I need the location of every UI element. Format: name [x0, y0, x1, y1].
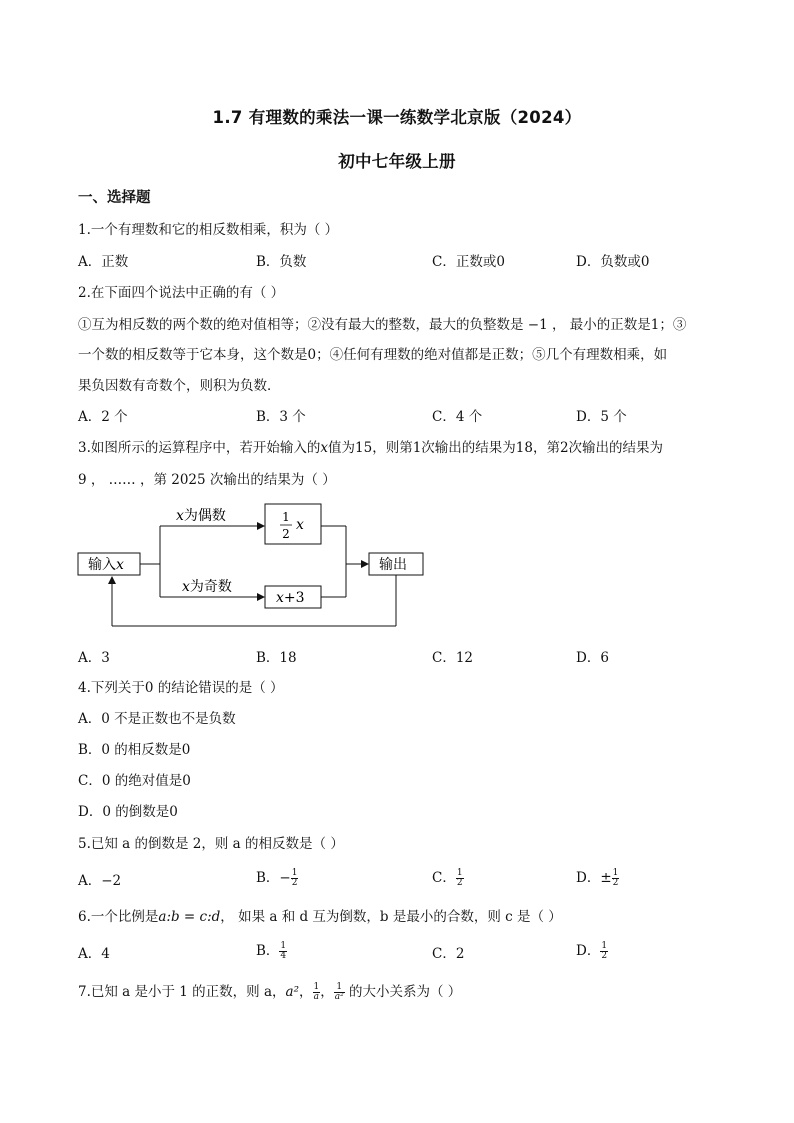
question-5-stem: 5.已知 a 的倒数是 2，则 a 的相反数是（ ） [78, 836, 344, 852]
flowchart-diagram [0, 498, 794, 638]
document-subtitle: 初中七年级上册 [338, 152, 456, 171]
question-1-option-d: D．负数或0 [576, 254, 650, 270]
section-heading: 一、选择题 [78, 190, 151, 206]
question-2-option-b: B．3 个 [256, 409, 306, 425]
fraction-denominator: 2 [282, 527, 290, 541]
input-label: 输入x [88, 557, 124, 573]
question-5-option-d: D．± $\frac{1}{2}$ [576, 868, 619, 888]
question-1-option-c: C．正数或0 [432, 254, 505, 270]
question-2-statement-line-3: 果负因数有奇数个，则积为负数． [78, 378, 281, 394]
question-2-stem: 2.在下面四个说法中正确的有（ ） [78, 285, 285, 301]
question-6-option-a: A．4 [78, 946, 110, 962]
half-operation-box [265, 504, 321, 544]
output-label: 输出 [379, 557, 407, 573]
question-6-option-c: C．2 [432, 946, 465, 962]
plus3-label: x+3 [276, 590, 305, 606]
fraction: $\frac{1}{2}$ [601, 941, 608, 961]
question-1-stem: 1.一个有理数和它的相反数相乘，积为（ ） [78, 222, 339, 238]
question-4-option-d: D．0 的倒数是0 [78, 804, 178, 820]
question-3-option-a: A．3 [78, 650, 110, 666]
fraction: $\frac{1}{4}$ [280, 941, 287, 961]
question-3-stem-line-2: 9 ， …… ，第 2025 次输出的结果为（ ） [78, 472, 336, 488]
question-2-option-a: A．2 个 [78, 409, 128, 425]
question-6-option-b: B． $\frac{1}{4}$ [256, 941, 287, 961]
fraction: $\frac{1}{2}$ [291, 868, 298, 888]
question-5-option-c: C． $\frac{1}{2}$ [432, 868, 463, 888]
question-3-option-d: D．6 [576, 650, 609, 666]
question-4-option-a: A．0 不是正数也不是负数 [78, 711, 236, 727]
question-3-option-c: C．12 [432, 650, 474, 666]
variable-x: x [320, 440, 329, 456]
half-variable: x [296, 517, 304, 533]
document-title: 1.7 有理数的乘法一课一练数学北京版（2024） [212, 108, 582, 127]
question-6-stem: 6.一个比例是a:b = c:d， 如果 a 和 d 互为倒数，b 是最小的合数，则 c 是（ ） [78, 909, 562, 925]
question-5-option-b: B．− $\frac{1}{2}$ [256, 868, 298, 888]
ratio-expression: a:b = c:d [158, 909, 221, 925]
question-3-stem-line-1: 3.如图所示的运算程序中，若开始输入的x值为15，则第1次输出的结果为18，第2次输出的结果为 [78, 440, 664, 456]
question-5-option-a: A．−2 [78, 873, 122, 889]
question-2-statement-line-1: ①互为相反数的两个数的绝对值相等；②没有最大的整数，最大的负整数是 −1 ， 最小的正数是1；③ [78, 317, 687, 333]
odd-condition-label: x为奇数 [182, 579, 232, 595]
question-7-stem: 7.已知 a 是小于 1 的正数，则 a，a²， $\frac{1}{a}$ ， $\frac{1}{\text{a²}}$ 的大小关系为（ ） [78, 982, 462, 1002]
question-4-option-b: B．0 的相反数是0 [78, 742, 191, 758]
fraction: $\frac{1}{2}$ [612, 868, 619, 888]
question-4-stem: 4.下列关于0 的结论错误的是（ ） [78, 680, 284, 696]
question-6-option-d: D． $\frac{1}{2}$ [576, 941, 608, 961]
question-1-option-b: B．负数 [256, 254, 307, 270]
fraction: $\frac{1}{a}$ [313, 982, 320, 1002]
question-2-statement-line-2: 一个数的相反数等于它本身，这个数是0；④任何有理数的绝对值都是正数；⑤几个有理数相乘，如 [78, 347, 668, 363]
question-4-option-c: C．0 的绝对值是0 [78, 773, 191, 789]
question-2-option-c: C．4 个 [432, 409, 483, 425]
question-2-option-d: D．5 个 [576, 409, 627, 425]
question-1-option-a: A．正数 [78, 254, 129, 270]
question-3-option-b: B．18 [256, 650, 297, 666]
fraction: $\frac{1}{\text{a²}}$ [334, 982, 344, 1002]
fraction: $\frac{1}{2}$ [456, 868, 463, 888]
fraction-numerator: 1 [282, 510, 290, 524]
even-condition-label: x为偶数 [176, 508, 226, 524]
